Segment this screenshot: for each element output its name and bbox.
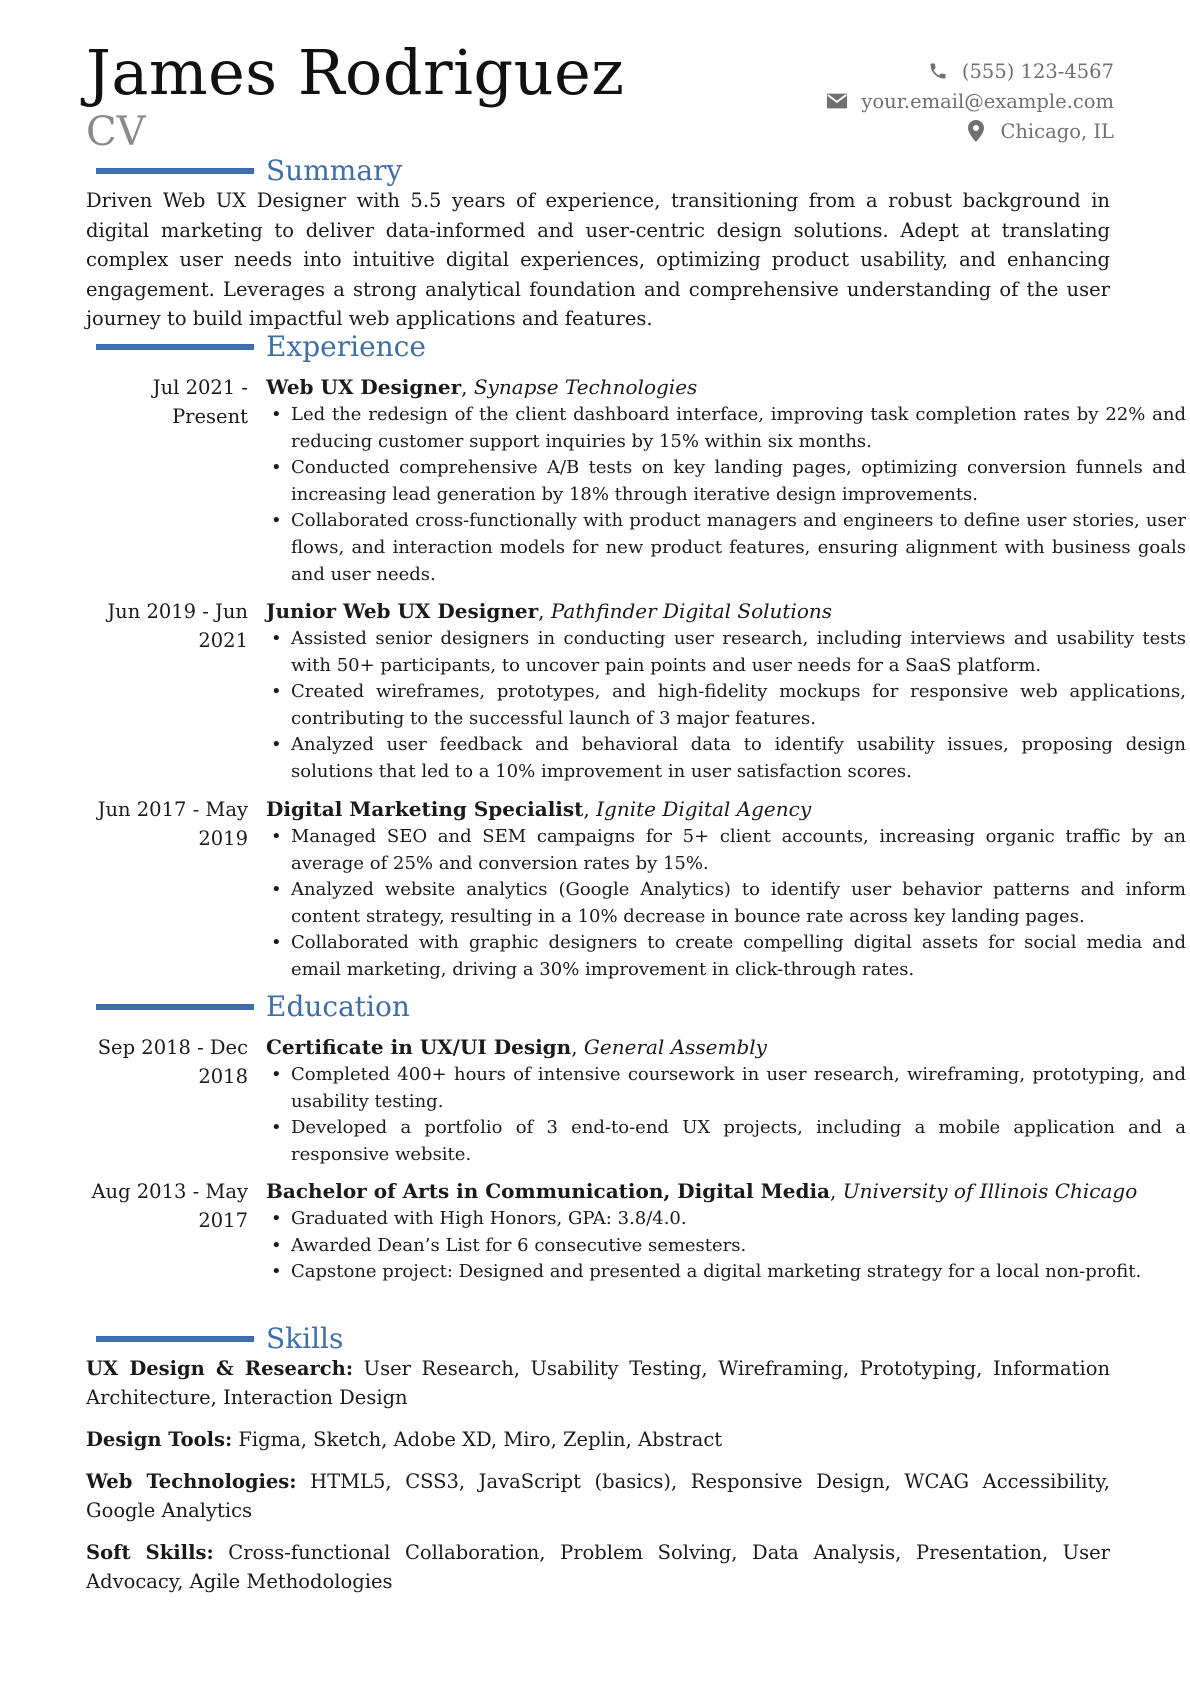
list-item: • Created wireframes, prototypes, and high-fidelity mockups for responsive web applications, contributing to the successful launch of 3 major features. (266, 679, 1186, 732)
entry-heading: Junior Web UX Designer, Pathfinder Digital Solutions (266, 599, 833, 623)
skill-label: Design Tools: (86, 1428, 233, 1451)
list-item: • Analyzed user feedback and behavioral data to identify usability issues, proposing design solutions that led to a 10% improvement in user satisfaction scores. (266, 732, 1186, 785)
entry-organization: Synapse Technologies (473, 375, 698, 399)
skill-label: Web Technologies: (86, 1470, 297, 1493)
entry-date: Sep 2018 - Dec 2018 (97, 1036, 248, 1088)
entry-heading: Bachelor of Arts in Communication, Digital Media, University of Illinois Chicago (266, 1179, 1138, 1203)
contact-email (654, 86, 1114, 116)
section-title: Experience (266, 330, 426, 363)
entry-title: Digital Marketing Specialist (266, 797, 584, 821)
entry-bullets (266, 1206, 1186, 1286)
entry-heading: Certificate in UX/UI Design, General Assembly (266, 1035, 767, 1059)
section-accent-bar (96, 344, 254, 350)
section-title: Skills (266, 1322, 344, 1355)
section-title: Education (266, 990, 410, 1023)
location-pin-icon (964, 120, 988, 142)
skill-group (86, 1354, 1110, 1412)
entry-title: Web UX Designer (266, 375, 462, 399)
skills-section-heading (96, 1322, 1106, 1358)
entry-organization: University of Illinois Chicago (842, 1179, 1138, 1203)
list-item: • Awarded Dean’s List for 6 consecutive semesters. (266, 1233, 1186, 1260)
entry-bullets (266, 1062, 1186, 1168)
entry-organization: Ignite Digital Agency (596, 797, 812, 821)
skill-values: HTML5, CSS3, JavaScript (basics), Responsive Design, WCAG Accessibility, Google Analytics (86, 1470, 1111, 1522)
section-accent-bar (96, 1336, 254, 1342)
entry-date: Aug 2013 - May 2017 (91, 1180, 248, 1232)
skill-group (86, 1538, 1110, 1596)
skill-label: UX Design & Research: (86, 1357, 354, 1380)
entry-organization: General Assembly (583, 1035, 767, 1059)
envelope-icon (825, 90, 849, 112)
skill-group (86, 1425, 1110, 1454)
list-item: • Managed SEO and SEM campaigns for 5+ client accounts, increasing organic traffic by an average of 25% and conversion rates by 15%. (266, 824, 1186, 877)
list-item: • Collaborated cross-functionally with product managers and engineers to define user stories, user flows, and interaction models for new product features, ensuring alignment with business goals and user needs. (266, 508, 1186, 588)
skill-values: User Research, Usability Testing, Wireframing, Prototyping, Information Architecture, Interaction Design (86, 1357, 1110, 1409)
list-item: • Developed a portfolio of 3 end-to-end UX projects, including a mobile application and a responsive website. (266, 1115, 1186, 1168)
entry-date: Jun 2017 - May 2019 (97, 798, 248, 850)
entry-bullets (266, 626, 1186, 786)
experience-section-heading (96, 330, 1106, 366)
list-item: • Completed 400+ hours of intensive coursework in user research, wireframing, prototyping, and usability testing. (266, 1062, 1186, 1115)
list-item: • Led the redesign of the client dashboard interface, improving task completion rates by 22% and reducing customer support inquiries by 15% within six months. (266, 402, 1186, 455)
entry-date: Jul 2021 - Present (152, 376, 248, 428)
skill-values: Cross-functional Collaboration, Problem Solving, Data Analysis, Presentation, User Advocacy, Agile Methodologies (86, 1541, 1110, 1593)
entry-title: Junior Web UX Designer (266, 599, 539, 623)
phone-text[interactable]: (555) 123-4567 (961, 59, 1114, 83)
list-item: • Collaborated with graphic designers to create compelling digital assets for social media and email marketing, driving a 30% improvement in click-through rates. (266, 930, 1186, 983)
skill-group (86, 1467, 1110, 1525)
list-item: • Capstone project: Designed and presented a digital marketing strategy for a local non-profit. (266, 1259, 1186, 1286)
list-item: • Graduated with High Honors, GPA: 3.8/4.0. (266, 1206, 1186, 1233)
entry-bullets (266, 402, 1186, 588)
education-section-heading (96, 990, 1106, 1026)
section-accent-bar (96, 1004, 254, 1010)
entry-bullets (266, 824, 1186, 984)
list-item: • Analyzed website analytics (Google Analytics) to identify user behavior patterns and inform content strategy, resulting in a 10% decrease in bounce rate across key landing pages. (266, 877, 1186, 930)
skill-label: Soft Skills: (86, 1541, 214, 1564)
summary-text: Driven Web UX Designer with 5.5 years of experience, transitioning from a robust background in digital marketing to deliver data-informed and user-centric design solutions. Adept at translating complex user needs into intuitive digital experiences, optimizing product usability, and enhancing engagement. Leverages a strong analytical foundation and comprehensive understanding of the user journey to build impactful web applications and features. (86, 189, 1110, 330)
phone-icon (926, 60, 950, 82)
email-text[interactable]: your.email@example.com (861, 89, 1114, 113)
summary-section-heading (96, 154, 1106, 190)
skill-values: Figma, Sketch, Adobe XD, Miro, Zeplin, Abstract (238, 1428, 723, 1451)
person-name: James Rodriguez (86, 36, 625, 109)
entry-organization: Pathfinder Digital Solutions (550, 599, 833, 623)
skills-list (86, 1354, 1110, 1609)
section-accent-bar (96, 168, 254, 174)
section-title: Summary (266, 154, 403, 187)
list-item: • Assisted senior designers in conducting user research, including interviews and usability tests with 50+ participants, to uncover pain points and user needs for a SaaS platform. (266, 626, 1186, 679)
contact-location (654, 116, 1114, 146)
entry-title: Certificate in UX/UI Design (266, 1035, 572, 1059)
document-subtitle: CV (86, 109, 146, 155)
location-text: Chicago, IL (1000, 119, 1114, 143)
contact-phone (654, 56, 1114, 86)
entry-date: Jun 2019 - Jun 2021 (107, 600, 248, 652)
entry-title: Bachelor of Arts in Communication, Digital Media (266, 1179, 830, 1203)
contact-block (654, 56, 1114, 146)
entry-heading: Digital Marketing Specialist, Ignite Digital Agency (266, 797, 812, 821)
list-item: • Conducted comprehensive A/B tests on key landing pages, optimizing conversion funnels and increasing lead generation by 18% through iterative design improvements. (266, 455, 1186, 508)
entry-heading: Web UX Designer, Synapse Technologies (266, 375, 698, 399)
